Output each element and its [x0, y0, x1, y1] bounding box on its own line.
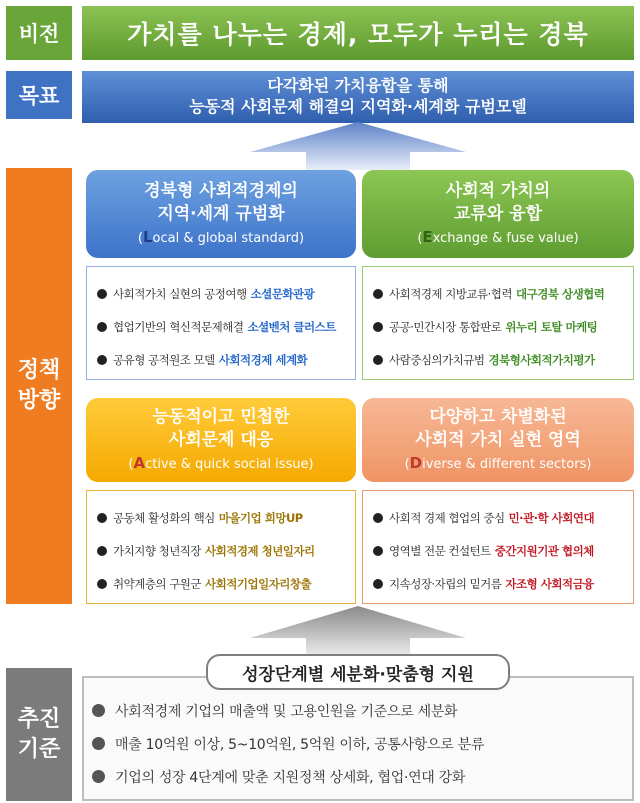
exec-label [6, 668, 72, 801]
strategy-title-line1: 다양하고 차별화된 [429, 407, 567, 428]
list-item: 사회적가치 실현의 공정여행 소셜문화관광 [97, 277, 349, 310]
execution-list [92, 694, 632, 793]
bullet-icon [97, 513, 107, 523]
list-item: 사회적경제 지방교류·협력 대구경북 상생협력 [373, 277, 627, 310]
bullet-icon [97, 546, 107, 556]
bullet-icon [97, 322, 107, 332]
bullet-icon [97, 289, 107, 299]
goal-line2: 능동적 사회문제 해결의 지역화·세계화 규범모델 [189, 97, 527, 116]
policy-label-line1: 정책 [17, 358, 61, 384]
strategy-subtitle: (Active & quick social issue) [128, 453, 314, 472]
strategy-title-line2: 지역·세계 규범화 [157, 203, 285, 224]
strategy-title-line2: 사회문제 대응 [168, 429, 274, 450]
strategy-items-box [86, 266, 356, 380]
bullet-icon [373, 355, 383, 365]
strategy-items-box [86, 490, 356, 604]
bullet-icon [373, 546, 383, 556]
goal-line1: 다각화된 가치융합을 통해 [267, 76, 449, 96]
strategy-title-line1: 경북형 사회적경제의 [144, 181, 298, 202]
vision-label: 비전 [6, 6, 72, 60]
bullet-icon [373, 322, 383, 332]
strategy-active-quick [86, 398, 356, 482]
strategy-subtitle: (Local & global standard) [137, 227, 305, 246]
bullet-icon [92, 704, 105, 717]
bullet-icon [97, 355, 107, 365]
strategy-subtitle: (Diverse & different sectors) [404, 453, 592, 472]
goal-label: 목표 [6, 71, 72, 119]
list-item: 사회적경제 기업의 매출액 및 고용인원을 기준으로 세분화 [92, 694, 632, 727]
list-item: 가치지향 청년직장 사회적경제 청년일자리 [97, 534, 349, 567]
strategy-items-box [362, 490, 634, 604]
strategy-subtitle: (Exchange & fuse value) [417, 227, 579, 246]
bullet-icon [373, 289, 383, 299]
strategy-title-line2: 사회적 가치 실현 영역 [415, 429, 581, 450]
strategy-local-global [86, 170, 356, 258]
list-item: 기업의 성장 4단계에 맞춘 지원정책 상세화, 협업·연대 강화 [92, 760, 632, 793]
bullet-icon [373, 513, 383, 523]
strategy-title-line1: 사회적 가치의 [445, 181, 551, 202]
list-item: 사람중심의가치규범 경북형사회적가치평가 [373, 343, 627, 376]
bullet-icon [97, 579, 107, 589]
strategy-title-line2: 교류와 융합 [453, 203, 543, 224]
list-item: 취약계층의 구원군 사회적기업일자리창출 [97, 567, 349, 600]
strategy-title-line1: 능동적이고 민첩한 [152, 407, 290, 428]
goal-bar [82, 71, 634, 123]
exec-label-line1: 추진 [17, 706, 61, 732]
list-item: 협업기반의 혁신적문제해결 소셜벤처 클러스트 [97, 310, 349, 343]
bullet-icon [92, 737, 105, 750]
list-item: 공공·민간시장 통합판로 위누리 토탈 마케팅 [373, 310, 627, 343]
list-item: 공동체 활성화의 핵심 마을기업 희망UP [97, 501, 349, 534]
execution-title: 성장단계별 세분화·맞춤형 지원 [206, 654, 510, 690]
exec-label-line2: 기준 [17, 736, 61, 762]
upward-arrow-icon [250, 606, 466, 656]
upward-arrow-icon [250, 122, 466, 170]
bullet-icon [92, 770, 105, 783]
list-item: 공유형 공적원조 모델 사회적경제 세계화 [97, 343, 349, 376]
policy-label [6, 168, 72, 604]
policy-label-line2: 방향 [17, 388, 61, 413]
list-item: 지속성장·자립의 밑거름 자조형 사회적금융 [373, 567, 627, 600]
list-item: 영역별 전문 컨설턴트 중간지원기관 협의체 [373, 534, 627, 567]
list-item: 매출 10억원 이상, 5~10억원, 5억원 이하, 공통사항으로 분류 [92, 727, 632, 760]
vision-bar [82, 6, 634, 60]
vision-text: 가치를 나누는 경제, 모두가 누리는 경북 [127, 20, 589, 49]
strategy-diverse-different [362, 398, 634, 482]
list-item: 사회적 경제 협업의 중심 민·관·학 사회연대 [373, 501, 627, 534]
strategy-exchange-fuse [362, 170, 634, 258]
bullet-icon [373, 579, 383, 589]
strategy-items-box [362, 266, 634, 380]
